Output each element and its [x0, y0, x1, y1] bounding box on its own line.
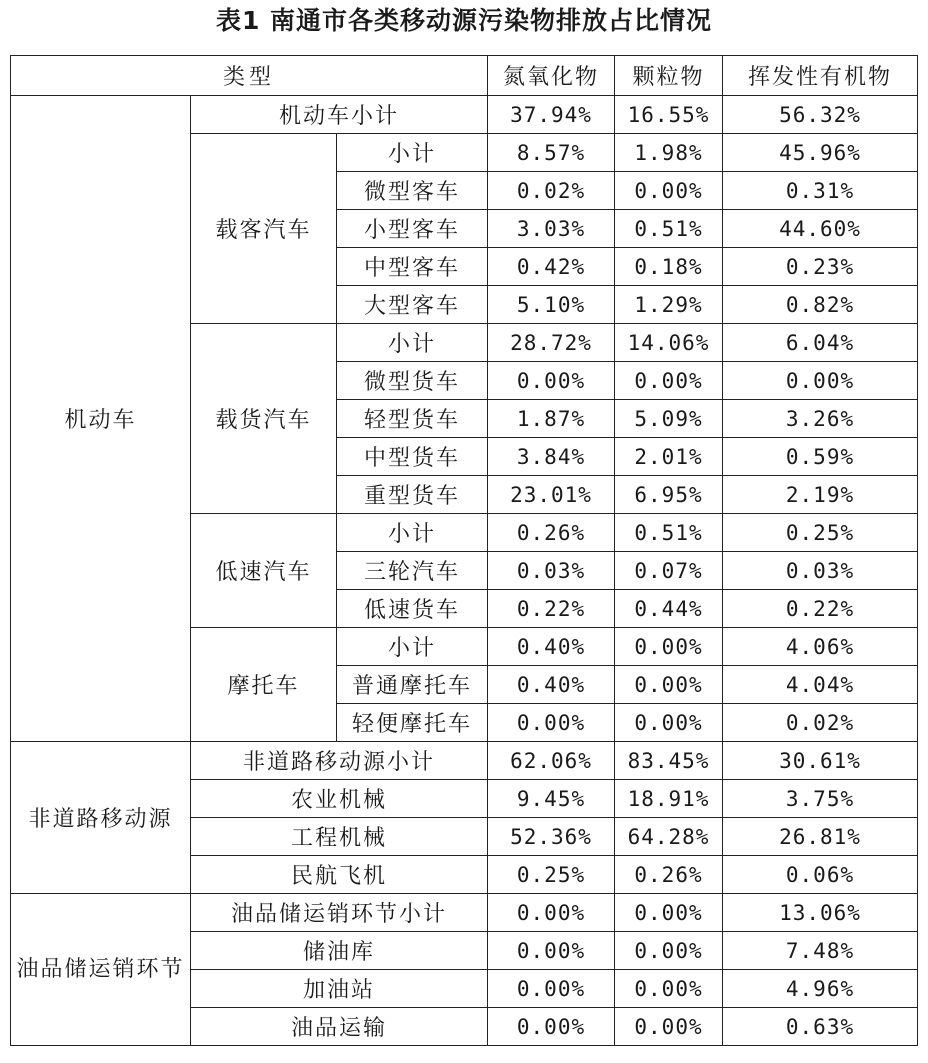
- pm-value: 0.00%: [615, 704, 723, 742]
- header-vocs: 挥发性有机物: [723, 56, 918, 96]
- nox-value: 3.84%: [488, 438, 615, 476]
- row-label: 中型货车: [337, 438, 488, 476]
- table-row: [11, 742, 918, 780]
- vocs-value: 0.23%: [723, 248, 918, 286]
- nox-value: 0.26%: [488, 514, 615, 552]
- vocs-value: 7.48%: [723, 932, 918, 970]
- category-label: 油品储运销环节: [11, 894, 191, 1046]
- vocs-value: 45.96%: [723, 134, 918, 172]
- row-label: 低速货车: [337, 590, 488, 628]
- pm-value: 83.45%: [615, 742, 723, 780]
- table-row: [11, 894, 918, 932]
- nox-value: 62.06%: [488, 742, 615, 780]
- group-label: 载客汽车: [191, 134, 337, 324]
- nox-value: 0.00%: [488, 932, 615, 970]
- row-label: 储油库: [191, 932, 488, 970]
- pm-value: 16.55%: [615, 96, 723, 134]
- table-title: 表1 南通市各类移动源污染物排放占比情况: [215, 6, 713, 35]
- vocs-value: 4.06%: [723, 628, 918, 666]
- nox-value: 28.72%: [488, 324, 615, 362]
- vocs-value: 0.06%: [723, 856, 918, 894]
- category-label: 机动车: [11, 96, 191, 742]
- vocs-value: 26.81%: [723, 818, 918, 856]
- header-row: [11, 56, 918, 96]
- row-label: 小型客车: [337, 210, 488, 248]
- header-type: 类型: [11, 56, 488, 96]
- nox-value: 0.22%: [488, 590, 615, 628]
- vocs-value: 0.00%: [723, 362, 918, 400]
- vocs-value: 0.25%: [723, 514, 918, 552]
- vocs-value: 0.59%: [723, 438, 918, 476]
- pm-value: 0.51%: [615, 210, 723, 248]
- pm-value: 0.00%: [615, 666, 723, 704]
- vocs-value: 0.03%: [723, 552, 918, 590]
- vocs-value: 4.96%: [723, 970, 918, 1008]
- vocs-value: 4.04%: [723, 666, 918, 704]
- row-label: 轻便摩托车: [337, 704, 488, 742]
- pm-value: 6.95%: [615, 476, 723, 514]
- row-label: 普通摩托车: [337, 666, 488, 704]
- nox-value: 0.00%: [488, 1008, 615, 1046]
- row-label: 民航飞机: [191, 856, 488, 894]
- nox-value: 9.45%: [488, 780, 615, 818]
- group-label: 低速汽车: [191, 514, 337, 628]
- nox-value: 3.03%: [488, 210, 615, 248]
- category-label: 非道路移动源: [11, 742, 191, 894]
- pm-value: 2.01%: [615, 438, 723, 476]
- header-nox: 氮氧化物: [488, 56, 615, 96]
- nox-value: 0.00%: [488, 704, 615, 742]
- nox-value: 0.00%: [488, 894, 615, 932]
- row-label: 油品运输: [191, 1008, 488, 1046]
- pm-value: 0.51%: [615, 514, 723, 552]
- nox-value: 0.40%: [488, 666, 615, 704]
- subtotal-label: 机动车小计: [191, 96, 488, 134]
- nox-value: 0.25%: [488, 856, 615, 894]
- nox-value: 0.42%: [488, 248, 615, 286]
- row-label: 油品储运销环节小计: [191, 894, 488, 932]
- vocs-value: 56.32%: [723, 96, 918, 134]
- vocs-value: 0.63%: [723, 1008, 918, 1046]
- nox-value: 23.01%: [488, 476, 615, 514]
- nox-value: 5.10%: [488, 286, 615, 324]
- pm-value: 0.00%: [615, 172, 723, 210]
- vocs-value: 30.61%: [723, 742, 918, 780]
- pm-value: 0.07%: [615, 552, 723, 590]
- row-label: 小计: [337, 134, 488, 172]
- group-label: 载货汽车: [191, 324, 337, 514]
- pm-value: 0.00%: [615, 362, 723, 400]
- nox-value: 0.03%: [488, 552, 615, 590]
- vocs-value: 2.19%: [723, 476, 918, 514]
- pm-value: 18.91%: [615, 780, 723, 818]
- pm-value: 0.18%: [615, 248, 723, 286]
- row-label: 微型客车: [337, 172, 488, 210]
- row-label: 三轮汽车: [337, 552, 488, 590]
- nox-value: 0.40%: [488, 628, 615, 666]
- vocs-value: 3.26%: [723, 400, 918, 438]
- pm-value: 64.28%: [615, 818, 723, 856]
- pm-value: 0.44%: [615, 590, 723, 628]
- pm-value: 0.00%: [615, 932, 723, 970]
- pm-value: 1.98%: [615, 134, 723, 172]
- row-label: 小计: [337, 628, 488, 666]
- pm-value: 14.06%: [615, 324, 723, 362]
- pm-value: 0.00%: [615, 894, 723, 932]
- row-label: 轻型货车: [337, 400, 488, 438]
- table-row: [11, 96, 918, 134]
- pm-value: 0.00%: [615, 628, 723, 666]
- header-pm: 颗粒物: [615, 56, 723, 96]
- table-body: [11, 56, 918, 1046]
- pm-value: 0.26%: [615, 856, 723, 894]
- nox-value: 1.87%: [488, 400, 615, 438]
- vocs-value: 44.60%: [723, 210, 918, 248]
- row-label: 重型货车: [337, 476, 488, 514]
- pm-value: 1.29%: [615, 286, 723, 324]
- row-label: 农业机械: [191, 780, 488, 818]
- vocs-value: 0.82%: [723, 286, 918, 324]
- row-label: 工程机械: [191, 818, 488, 856]
- vocs-value: 6.04%: [723, 324, 918, 362]
- nox-value: 8.57%: [488, 134, 615, 172]
- vocs-value: 13.06%: [723, 894, 918, 932]
- nox-value: 37.94%: [488, 96, 615, 134]
- nox-value: 0.00%: [488, 970, 615, 1008]
- vocs-value: 0.02%: [723, 704, 918, 742]
- row-label: 加油站: [191, 970, 488, 1008]
- nox-value: 0.02%: [488, 172, 615, 210]
- row-label: 小计: [337, 514, 488, 552]
- vocs-value: 0.22%: [723, 590, 918, 628]
- row-label: 中型客车: [337, 248, 488, 286]
- row-label: 非道路移动源小计: [191, 742, 488, 780]
- vocs-value: 3.75%: [723, 780, 918, 818]
- pm-value: 0.00%: [615, 970, 723, 1008]
- pm-value: 0.00%: [615, 1008, 723, 1046]
- nox-value: 0.00%: [488, 362, 615, 400]
- row-label: 小计: [337, 324, 488, 362]
- nox-value: 52.36%: [488, 818, 615, 856]
- emissions-table: [10, 55, 918, 1046]
- vocs-value: 0.31%: [723, 172, 918, 210]
- group-label: 摩托车: [191, 628, 337, 742]
- row-label: 大型客车: [337, 286, 488, 324]
- pm-value: 5.09%: [615, 400, 723, 438]
- row-label: 微型货车: [337, 362, 488, 400]
